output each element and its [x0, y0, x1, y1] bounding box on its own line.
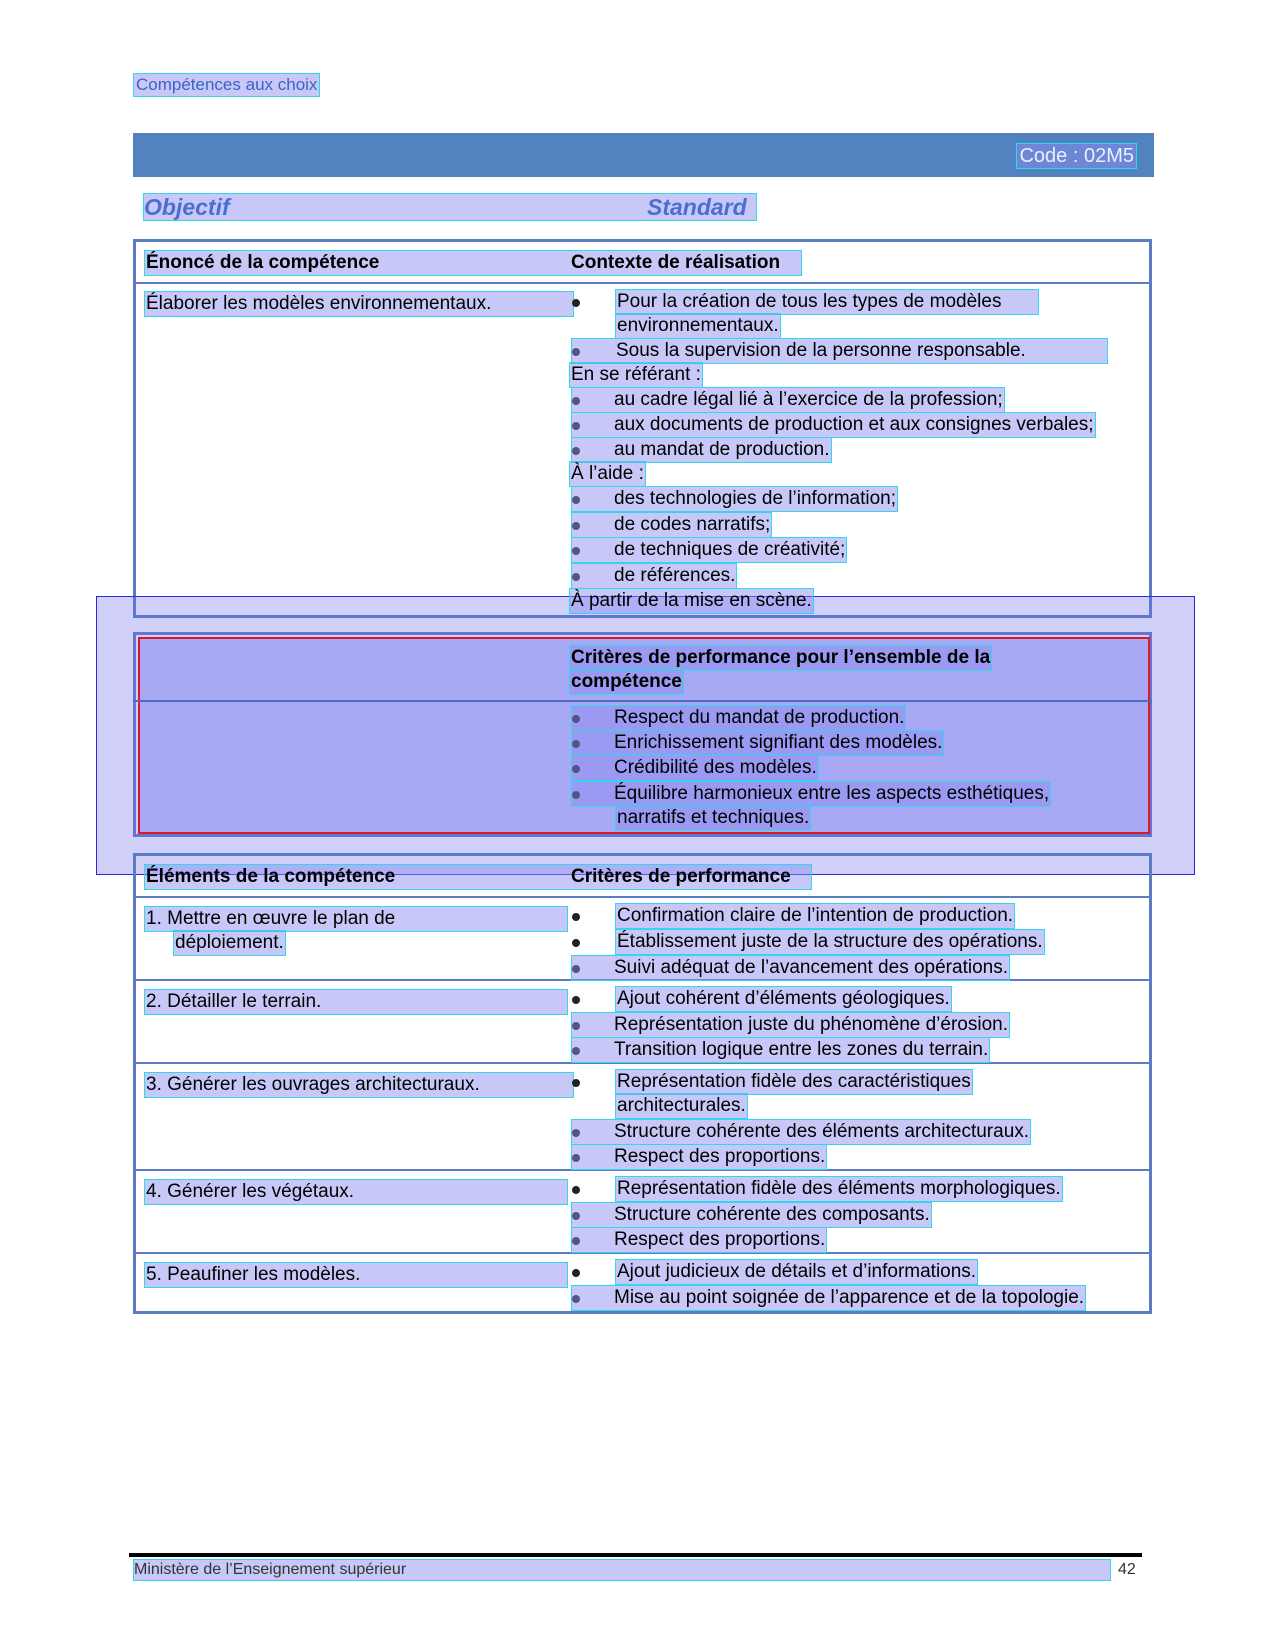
page-header: Compétences aux choix: [136, 75, 318, 94]
table-divider: [133, 1169, 1152, 1171]
footer-rule: [129, 1553, 1142, 1557]
group2-item-text: de codes narratifs;: [614, 514, 771, 535]
criteres-ensemble-heading: Critères de performance pour l’ensemble de la: [571, 647, 991, 668]
criteres-ensemble-item-text: Équilibre harmonieux entre les aspects esthétiques,: [614, 783, 1050, 804]
element-4-criterion-text: Structure cohérente des composants.: [614, 1204, 930, 1225]
element-5-label: 5. Peaufiner les modèles.: [145, 1263, 567, 1287]
element-1-criterion: Confirmation claire de l’intention de production.: [617, 905, 1014, 926]
element-3-criterion: [572, 1145, 826, 1169]
contexte-bullet-1: Pour la création de tous les types de modèles: [616, 290, 1038, 314]
group1-item: [572, 388, 1004, 412]
element-1-criterion-text: Suivi adéquat de l’avancement des opérations.: [614, 957, 1008, 978]
elements-heading: [145, 865, 811, 889]
table-divider: [133, 1252, 1152, 1254]
standard-label: Standard: [647, 194, 747, 220]
group2-item-text: de techniques de créativité;: [614, 539, 846, 560]
page-number: 42: [1118, 1561, 1136, 1578]
criteres-ensemble-item-text: Respect du mandat de production.: [614, 707, 905, 728]
element-1-criterion: Établissement juste de la structure des opérations.: [617, 931, 1043, 952]
element-4-criterion: Représentation fidèle des éléments morphologiques.: [617, 1178, 1061, 1199]
element-4-criterion: [572, 1228, 826, 1252]
group2-item: [572, 513, 771, 537]
element-2-criterion: [572, 1013, 1009, 1037]
bullet-icon: [572, 939, 580, 947]
element-1-label-cont: déploiement.: [175, 932, 284, 953]
element-3-criterion: [572, 1120, 1030, 1144]
criteres-ensemble-item: [572, 756, 818, 780]
criteres-ensemble-item: [572, 706, 905, 730]
elements-heading-left: Éléments de la compétence: [146, 866, 396, 887]
elements-heading-right: Critères de performance: [571, 866, 791, 887]
element-2-criterion-text: Transition logique entre les zones du terrain.: [614, 1039, 989, 1060]
contexte-bullet-2: [572, 339, 1107, 363]
element-4-criterion-text: Respect des proportions.: [614, 1229, 826, 1250]
table-divider: [133, 1062, 1152, 1064]
element-3-criterion-text: Respect des proportions.: [614, 1146, 826, 1167]
group1-intro: En se référant :: [571, 364, 701, 385]
element-5-criterion: [572, 1286, 1085, 1310]
objectif-standard-row: [144, 194, 756, 220]
footer-ministry: [134, 1560, 1110, 1580]
contexte-bullet-1-cont: environnementaux.: [617, 315, 779, 336]
element-1-label: 1. Mettre en œuvre le plan de: [145, 907, 567, 931]
bullet-icon: [572, 299, 580, 307]
title-bar: [133, 133, 1154, 177]
criteres-ensemble-item: [572, 731, 943, 755]
element-2-criterion-text: Représentation juste du phénomène d’érosion.: [614, 1014, 1008, 1035]
element-1-criterion: [572, 956, 1009, 980]
element-5-criterion-text: Mise au point soignée de l’apparence et de la topologie.: [614, 1287, 1085, 1308]
enonce-heading-text: Énoncé de la compétence: [146, 252, 380, 273]
bullet-icon: [572, 1079, 580, 1087]
group2-item-text: de références.: [614, 565, 736, 586]
group1-item-text: au cadre légal lié à l’exercice de la profession;: [614, 389, 1003, 410]
contexte-heading: Contexte de réalisation: [571, 252, 781, 273]
table-divider: [133, 700, 1152, 702]
criteres-ensemble-item-text: Enrichissement signifiant des modèles.: [614, 732, 943, 753]
group2-item: [572, 487, 897, 511]
objectif-label: Objectif: [144, 194, 230, 220]
contexte-closing: À partir de la mise en scène.: [571, 590, 812, 611]
group1-item-text: aux documents de production et aux consignes verbales;: [614, 414, 1094, 435]
element-3-label: 3. Générer les ouvrages architecturaux.: [145, 1073, 573, 1097]
criteres-ensemble-item-text: Crédibilité des modèles.: [614, 757, 817, 778]
table-divider: [133, 896, 1152, 898]
element-4-criterion: [572, 1203, 931, 1227]
enonce-heading: [145, 251, 801, 275]
criteres-ensemble-item-cont: narratifs et techniques.: [617, 807, 810, 828]
element-3-criterion-cont: architecturales.: [617, 1095, 746, 1116]
group2-item: [572, 538, 846, 562]
element-3-criterion-text: Structure cohérente des éléments architecturaux.: [614, 1121, 1030, 1142]
bullet-icon: [572, 996, 580, 1004]
criteres-ensemble-item: [572, 782, 1050, 806]
bullet-icon: [572, 1269, 580, 1277]
element-2-criterion: Ajout cohérent d’éléments géologiques.: [617, 988, 950, 1009]
enonce-text: Élaborer les modèles environnementaux.: [145, 292, 573, 316]
group1-item: [572, 438, 831, 462]
group1-item: [572, 413, 1095, 437]
element-3-criterion: Représentation fidèle des caractéristiques: [617, 1071, 971, 1092]
table-divider: [133, 282, 1152, 284]
competence-code: Code : 02M5: [1019, 145, 1134, 167]
criteres-ensemble-heading-cont: compétence: [571, 671, 682, 692]
group2-intro: À l’aide :: [571, 463, 644, 484]
element-2-label: 2. Détailler le terrain.: [145, 990, 567, 1014]
element-5-criterion: Ajout judicieux de détails et d’informations.: [617, 1261, 977, 1282]
bullet-icon: [572, 913, 580, 921]
bullet-icon: [572, 1186, 580, 1194]
element-2-criterion: [572, 1038, 989, 1062]
group2-item-text: des technologies de l’information;: [614, 488, 897, 509]
element-4-label: 4. Générer les végétaux.: [145, 1180, 567, 1204]
contexte-bullet-2-text: Sous la supervision de la personne responsable.: [616, 340, 1026, 361]
footer-ministry-text: Ministère de l’Enseignement supérieur: [134, 1561, 407, 1578]
group2-item: [572, 564, 736, 588]
group1-item-text: au mandat de production.: [614, 439, 830, 460]
